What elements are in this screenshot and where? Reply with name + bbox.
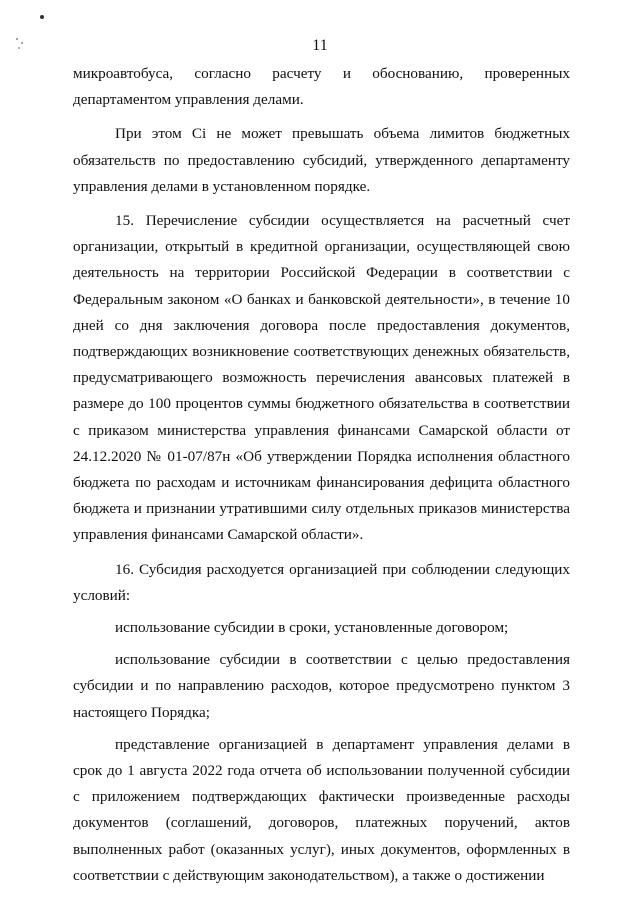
paragraph-limit-note: При этом Ci не может превышать объема лимитов бюджетных обязательств по предоставлению субсидий, утвержденного департаменту управления делами в установленном порядке. bbox=[73, 125, 570, 195]
paragraph-continuation bbox=[73, 61, 570, 113]
condition-item-2: использование субсидии в соответствии с целью предоставления субсидии и по направлению расходов, которое предусмотрено пунктом 3 настоящего Порядка; bbox=[73, 651, 570, 721]
page-number: 11 bbox=[312, 37, 328, 54]
scan-speck bbox=[40, 15, 44, 19]
condition-item-1: использование субсидии в сроки, установленные договором; bbox=[115, 619, 509, 637]
text-line: микроавтобуса, согласно расчету и обоснованию, проверенных bbox=[73, 65, 570, 82]
paragraph-15: 15. Перечисление субсидии осуществляется на расчетный счет организации, открытый в кредитной организации, осуществляющей свою деятельность на территории Российской Федерации в соответствии с Федеральным законом «О банках и банковской деятельности», в течение 10 дней со дня заключения договора после предоставления документов, подтверждающих возникновение соответствующих денежных обязательств, предусматривающего возможность перечисления авансовых платежей в размере до 100 процентов суммы бюджетного обязательства в соответствии с приказом министерства управления финансами Самарской области от 24.12.2020 № 01-07/87н «Об утверждении Порядка исполнения областного бюджета по расходам и источникам финансирования дефицита областного бюджета и признании утратившими силу отдельных приказов министерства управления финансами Самарской области». bbox=[73, 212, 570, 544]
text-line: департаментом управления делами. bbox=[73, 91, 304, 109]
document-body bbox=[73, 61, 570, 889]
condition-item-3: представление организацией в департамент управления делами в срок до 1 августа 2022 года отчета об использовании полученной субсидии с приложением подтверждающих фактически произведенные расходы документов (соглашений, договоров, платежных поручений, актов выполненных работ (оказанных услуг), иных документов, оформленных в соответствии с действующим законодательством), а также о достижении bbox=[73, 735, 570, 884]
paragraph-16: 16. Субсидия расходуется организацией при соблюдении следующих условий: bbox=[73, 560, 570, 604]
